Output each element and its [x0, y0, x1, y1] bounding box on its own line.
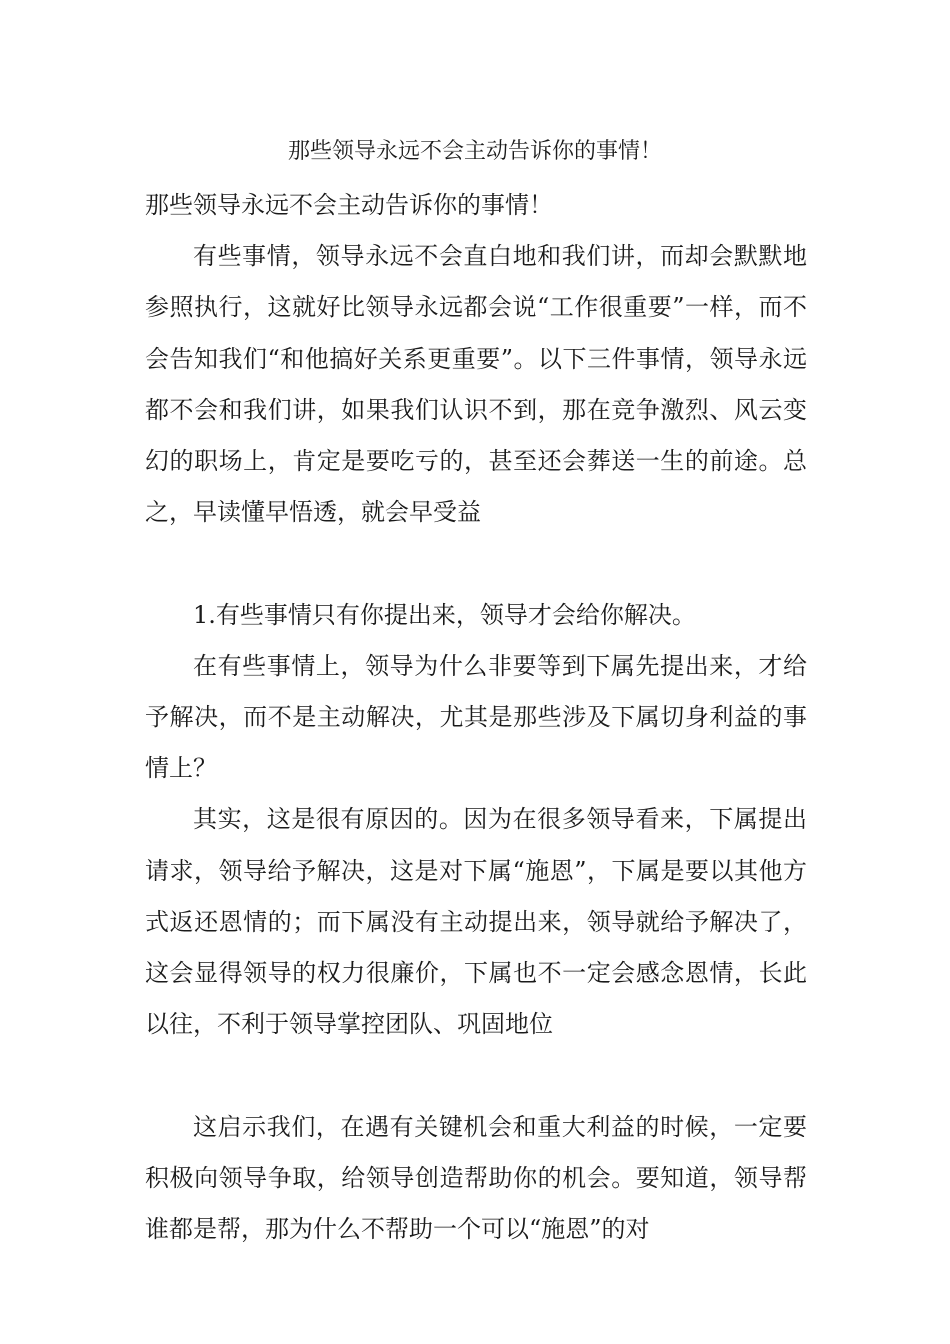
- paragraph-spacer: [145, 1050, 807, 1101]
- document-title: 那些领导永远不会主动告诉你的事情！: [287, 139, 662, 164]
- paragraph-spacer: [145, 538, 807, 589]
- paragraph-intro: 有些事情，领导永远不会直白地和我们讲，而却会默默地参照执行，这就好比领导永远都会说“工作很重要”一样，而不会告知我们“和他搞好关系更重要”。以下三件事情，领导永远都不会和我们讲，如果我们认识不到，那在竞争激烈、风云变幻的职场上，肯定是要吃亏的，甚至还会葬送一生的前途。总之，早读懂早悟透，就会早受益: [145, 242, 807, 527]
- document-body: [145, 180, 807, 1255]
- section-heading-1: 1.有些事情只有你提出来，领导才会给你解决。: [193, 600, 696, 629]
- paragraph-question: 在有些事情上，领导为什么非要等到下属先提出来，才给予解决，而不是主动解决，尤其是那些涉及下属切身利益的事情上？: [145, 651, 807, 783]
- document-subtitle: 那些领导永远不会主动告诉你的事情！: [145, 191, 553, 219]
- paragraph-advice: 这启示我们，在遇有关键机会和重大利益的时候，一定要积极向领导争取，给领导创造帮助你的机会。要知道，领导帮谁都是帮，那为什么不帮助一个可以“施恩”的对: [145, 1112, 807, 1244]
- paragraph-explanation: 其实，这是很有原因的。因为在很多领导看来，下属提出请求，领导给予解决，这是对下属“施恩”，下属是要以其他方式返还恩情的；而下属没有主动提出来，领导就给予解决了，这会显得领导的权力很廉价，下属也不一定会感念恩情，长此以往，不利于领导掌控团队、巩固地位: [145, 805, 807, 1039]
